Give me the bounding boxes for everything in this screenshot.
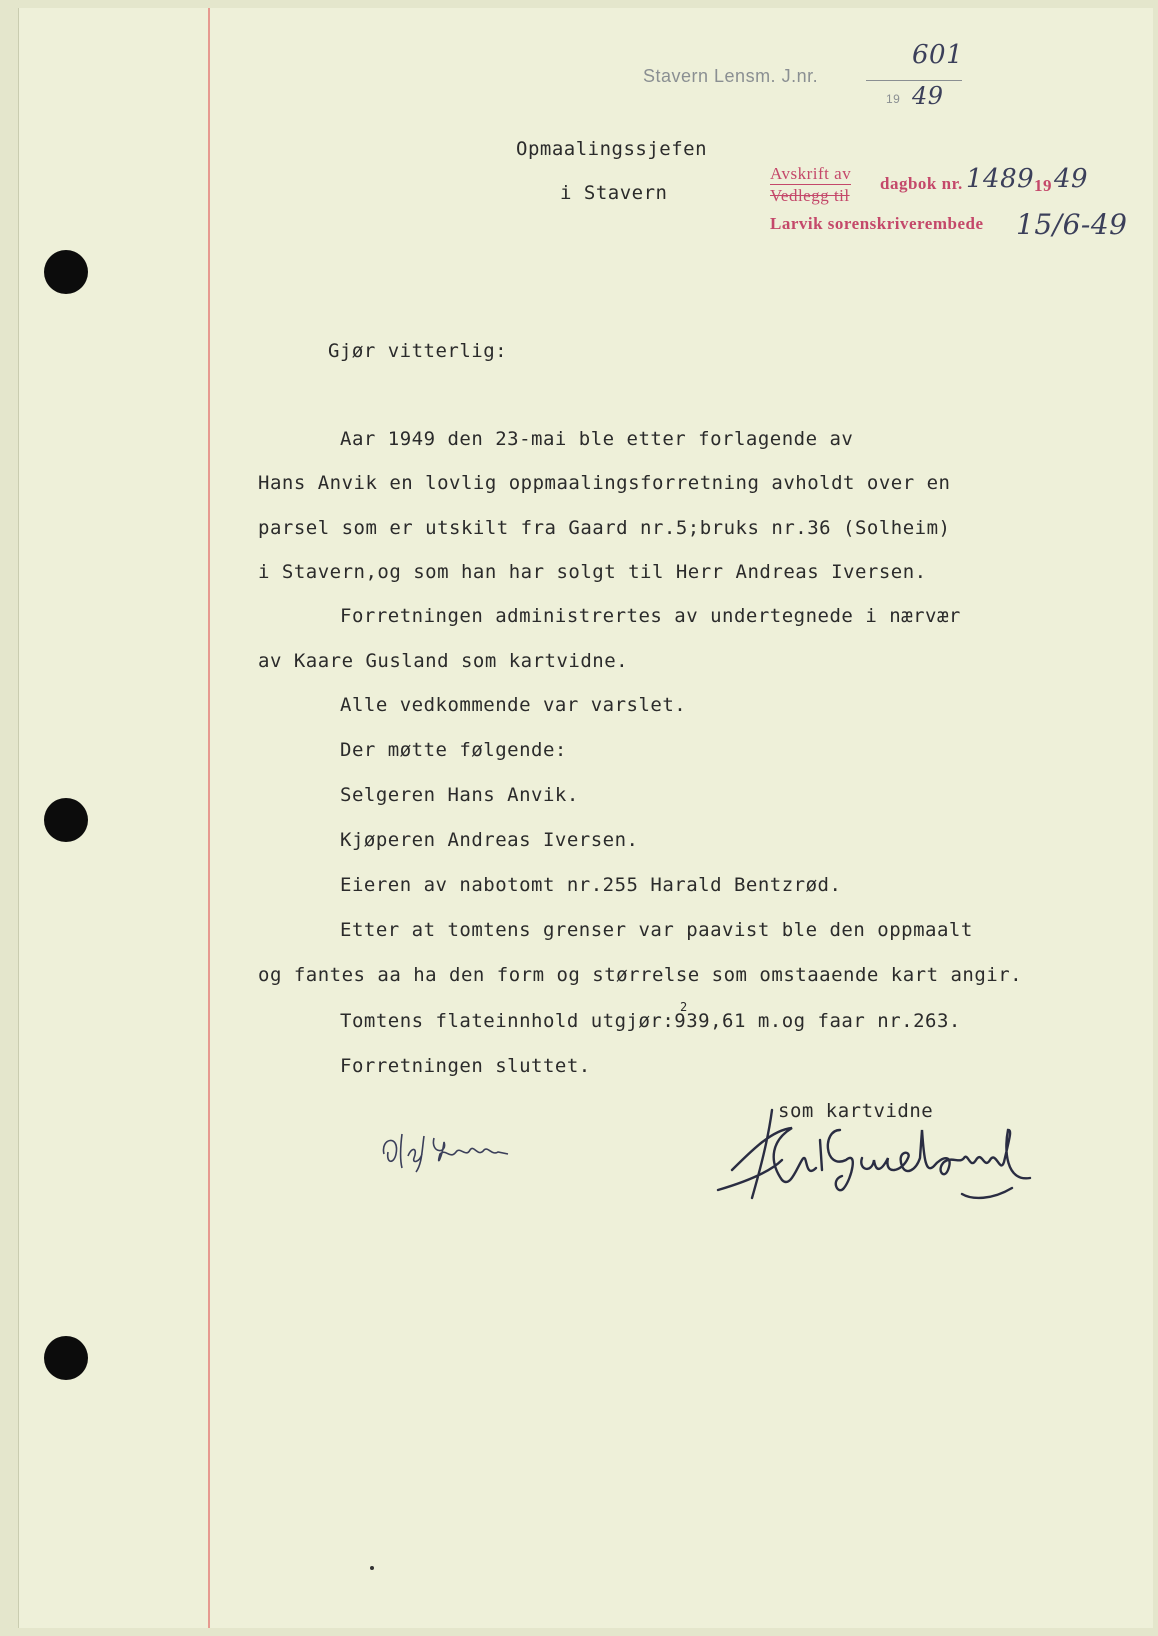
document-page xyxy=(18,8,1153,1628)
body-line: og fantes aa ha den form og størrelse som omstaaende kart angir. xyxy=(258,964,1023,986)
punch-hole xyxy=(44,250,88,294)
journal-year-prefix: 19 xyxy=(886,92,901,106)
journal-number: 601 xyxy=(912,40,964,70)
journal-year: 49 xyxy=(912,82,944,110)
body-line: Selgeren Hans Anvik. xyxy=(340,784,579,806)
registry-dagbok-label: dagbok nr. xyxy=(880,174,963,193)
journal-stamp-label: Stavern Lensm. J.nr. xyxy=(643,66,819,86)
body-line: Eieren av nabotomt nr.255 Harald Bentzrød. xyxy=(340,874,842,896)
registry-year-prefix: 19 xyxy=(1034,176,1052,195)
body-line: Hans Anvik en lovlig oppmaalingsforretning avholdt over en xyxy=(258,472,951,494)
body-line: i Stavern,og som han har solgt til Herr Andreas Iversen. xyxy=(258,561,927,583)
registry-label-copy: Avskrift av xyxy=(770,164,852,183)
body-line: Tomtens flateinnhold utgjør:939,61 m.og faar nr.263. xyxy=(340,1010,961,1032)
body-line: Alle vedkommende var varslet. xyxy=(340,694,687,716)
left-signature xyxy=(378,1124,528,1178)
left-signature-scribble xyxy=(378,1124,528,1174)
registry-year: 49 xyxy=(1054,164,1089,194)
opening-line: Gjør vitterlig: xyxy=(328,340,508,362)
body-line: parsel som er utskilt fra Gaard nr.5;bruks nr.36 (Solheim) xyxy=(258,517,951,539)
witness-label: som kartvidne xyxy=(778,1100,934,1122)
addressee-line-2: i Stavern xyxy=(560,182,668,204)
registry-dagbok-number: 1489 xyxy=(966,164,1035,194)
right-signature-scribble xyxy=(712,1100,1052,1210)
body-line: Forretningen administrertes av undertegnede i nærvær xyxy=(340,605,961,627)
body-line: Kjøperen Andreas Iversen. xyxy=(340,829,639,851)
ink-dot xyxy=(370,1566,374,1570)
body-line: Aar 1949 den 23-mai ble etter forlagende av xyxy=(340,428,854,450)
body-line: Etter at tomtens grenser var paavist ble den oppmaalt xyxy=(340,919,973,941)
body-line: Der møtte følgende: xyxy=(340,739,567,761)
area-superscript: 2 xyxy=(680,1000,688,1014)
registry-label-attachment: Vedlegg til xyxy=(770,186,850,205)
body-line: Forretningen sluttet. xyxy=(340,1055,591,1077)
punch-hole xyxy=(44,798,88,842)
margin-line xyxy=(208,8,210,1628)
addressee-line-1: Opmaalingssjefen xyxy=(516,138,708,160)
journal-number-line xyxy=(866,80,962,81)
body-line: av Kaare Gusland som kartvidne. xyxy=(258,650,629,672)
right-signature xyxy=(712,1100,1052,1214)
punch-hole xyxy=(44,1336,88,1380)
registry-office: Larvik sorenskriverembede xyxy=(770,214,984,233)
registry-date: 15/6-49 xyxy=(1016,208,1128,241)
